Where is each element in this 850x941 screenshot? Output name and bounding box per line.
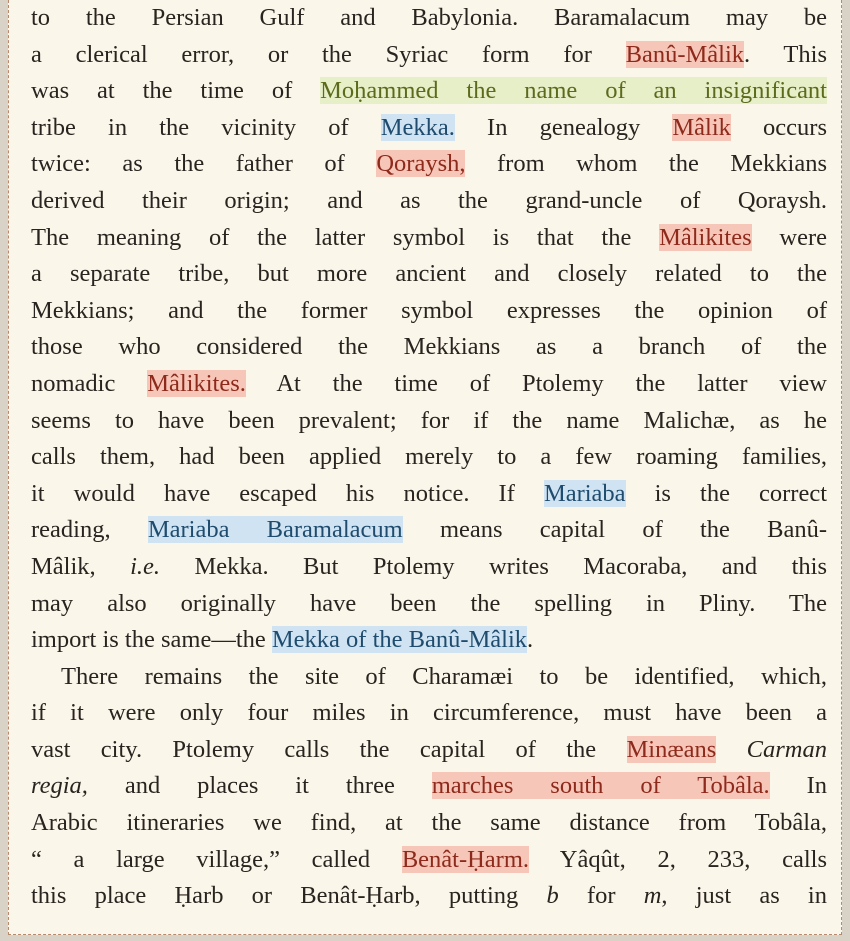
text-run: At the time of Ptolemy the latter view: [245, 369, 827, 397]
highlighted-term: Mekka.: [380, 113, 455, 141]
text-run: derived their origin; and as the grand-uncle of Qoraysh.: [31, 186, 827, 214]
text-run: to the Persian Gulf and Babylonia. Baramalacum may be: [31, 4, 827, 31]
text-run: seems to have been prevalent; for if the name Malichæ, as he: [31, 406, 827, 434]
text-line: [31, 183, 827, 220]
text-line: [31, 659, 827, 696]
text-run: may also originally have been the spelling in Pliny. The: [31, 589, 827, 617]
text-line: [31, 842, 827, 879]
text-run: “ a large village,” called: [31, 845, 402, 873]
highlighted-term: Qoraysh,: [376, 150, 466, 178]
text-run: means capital of the Banû-: [402, 516, 827, 544]
text-line: [31, 549, 827, 586]
text-line: [31, 586, 827, 623]
text-run: those who considered the Mekkians as a branch of the: [31, 333, 827, 361]
text-run: [716, 736, 746, 763]
text-run: The meaning of the latter symbol is that the: [31, 223, 660, 251]
text-line: [31, 403, 827, 440]
text-run: is the correct: [625, 479, 827, 507]
text-run: occurs: [730, 113, 827, 141]
text-run: was at the time of: [31, 77, 321, 105]
highlighted-term: Minæans: [626, 735, 717, 763]
text-run: from whom the Mekkians: [465, 150, 827, 178]
text-line: [31, 293, 827, 330]
text-run: if it were only four miles in circumference, must have been a: [31, 699, 827, 727]
text-run: a clerical error, or the Syriac form for: [31, 40, 626, 68]
text-run: In: [769, 772, 827, 800]
text-run: . This: [744, 40, 827, 68]
highlighted-term: Benât-Ḥarm.: [401, 845, 530, 873]
text-run: for: [558, 882, 644, 910]
document-page: [8, 0, 842, 935]
text-run: Mâlik,: [31, 552, 131, 580]
text-run: , just as in: [661, 882, 827, 910]
text-line: [31, 732, 827, 769]
text-run: Yâqût, 2, 233, calls: [529, 845, 827, 873]
text-line: [31, 146, 827, 183]
body-text: [31, 0, 827, 915]
italic-text: regia,: [31, 772, 88, 800]
text-run: import is the same—the: [31, 626, 272, 654]
text-line: [31, 878, 827, 915]
highlighted-term: Banû-Mâlik: [625, 40, 745, 68]
text-run: reading,: [31, 516, 148, 544]
highlighted-term: marches south of Tobâla.: [431, 772, 770, 800]
text-run: it would have escaped his notice. If: [31, 479, 544, 507]
highlighted-term: Moḥammed the name of an insignificant: [320, 77, 827, 105]
text-run: vast city. Ptolemy calls the capital of the: [31, 735, 627, 763]
text-run: twice: as the father of: [31, 150, 377, 178]
text-run: nomadic: [31, 369, 148, 397]
highlighted-term: Mariaba: [543, 479, 626, 507]
text-line: [31, 220, 827, 257]
highlighted-term: Mariaba Baramalacum: [147, 516, 403, 544]
text-run: and places it three: [87, 772, 432, 800]
text-run: calls them, had been applied merely to a few roaming families,: [31, 443, 827, 471]
text-run: In genealogy: [454, 113, 673, 141]
text-line: [31, 476, 827, 513]
highlighted-term: Mâlikites: [659, 223, 752, 251]
text-line: [31, 37, 827, 74]
text-line: [31, 695, 827, 732]
text-line: [31, 439, 827, 476]
text-run: .: [527, 626, 534, 654]
italic-text: m: [643, 882, 662, 910]
text-run: There remains the site of Charamæi to be identified, which,: [61, 662, 827, 690]
text-line: [31, 73, 827, 110]
italic-text: i.e.: [130, 552, 161, 580]
italic-text: Carman: [746, 735, 827, 763]
highlighted-term: Mâlikites.: [147, 369, 246, 397]
text-run: Arabic itineraries we find, at the same distance from Tobâla,: [31, 809, 827, 837]
text-line: [31, 768, 827, 805]
text-run: tribe in the vicinity of: [31, 113, 381, 141]
highlighted-term: Mekka of the Banû-Mâlik: [271, 626, 528, 654]
text-line: [31, 256, 827, 293]
text-run: this place Ḥarb or Benât-Ḥarb, putting: [31, 882, 547, 910]
text-line: [31, 110, 827, 147]
italic-text: b: [546, 882, 559, 910]
text-run: Mekkians; and the former symbol expresses the opinion of: [31, 296, 827, 324]
text-run: Mekka. But Ptolemy writes Macoraba, and this: [160, 552, 827, 580]
text-line: [31, 366, 827, 403]
text-run: were: [751, 223, 827, 251]
text-line: [31, 512, 827, 549]
text-line: [31, 329, 827, 366]
text-run: a separate tribe, but more ancient and closely related to the: [31, 260, 827, 288]
text-line: [31, 622, 827, 659]
text-line: [31, 0, 827, 37]
highlighted-term: Mâlik: [672, 113, 731, 141]
text-line: [31, 805, 827, 842]
